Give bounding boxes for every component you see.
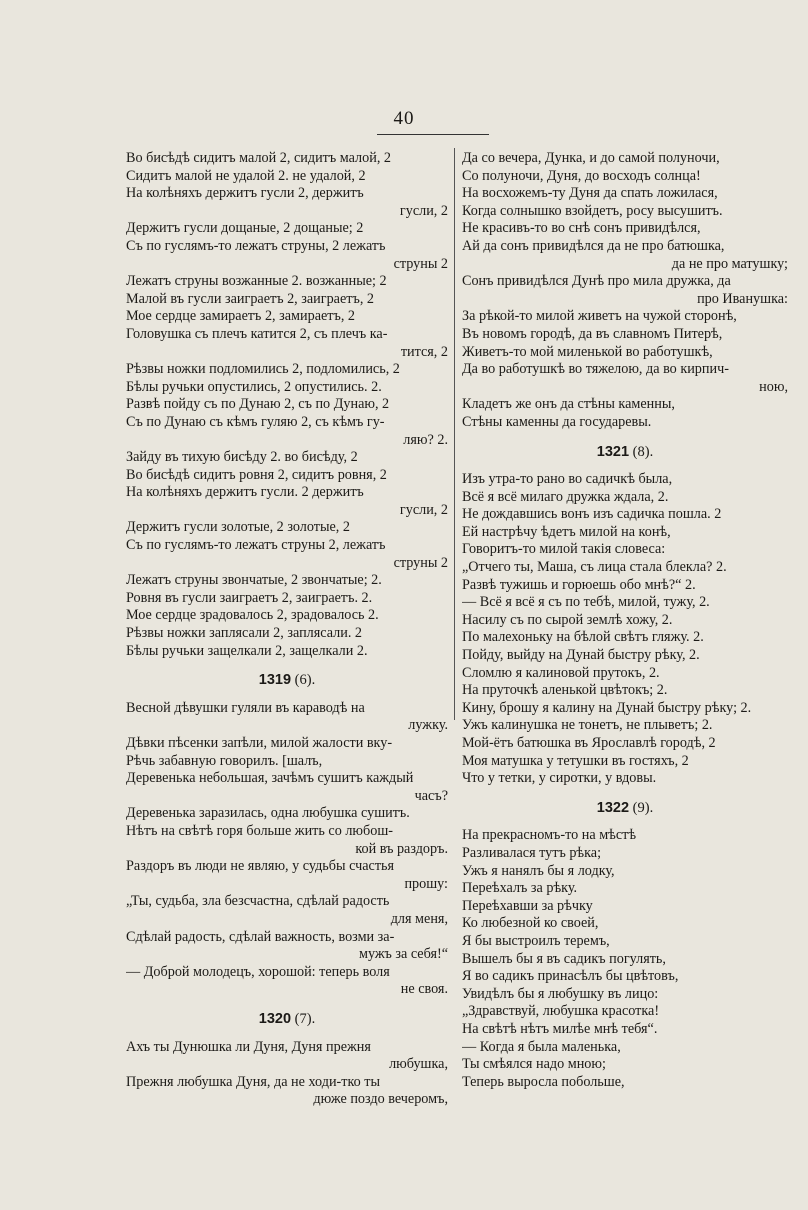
verse-line-continuation: не своя.	[400, 981, 448, 998]
verse-line: Ахъ ты Дунюшка ли Дуня, Дуня прежня	[126, 1038, 371, 1055]
verse-line: Живетъ-то мой миленькой во работушкѣ,	[462, 343, 713, 360]
verse-line-continuation: часъ?	[414, 787, 448, 804]
verse-line: Ужъ я нанялъ бы я лодку,	[462, 862, 615, 879]
verse-line: По малехоньку на бѣлой свѣтъ гляжу. 2.	[462, 629, 704, 646]
song-number-sub: (6).	[294, 672, 316, 689]
verse-line-continuation: струны 2	[393, 554, 448, 571]
verse-line: Увидѣлъ бы я любушку въ лицо:	[462, 985, 659, 1002]
verse-line: Рѣчь забавную говорилъ. [шалъ,	[126, 752, 323, 769]
verse-line-continuation: ною,	[759, 378, 788, 395]
verse-line: — Когда я была маленька,	[462, 1038, 621, 1055]
song-number-sub: (7).	[294, 1010, 316, 1027]
verse-line: Деревенька небольшая, зачѣмъ сушитъ каждый	[126, 770, 414, 787]
verse-line-continuation: про Иванушка:	[697, 290, 788, 307]
verse-line-continuation: для меня,	[390, 910, 448, 927]
verse-line: Держитъ гусли золотые, 2 золотые, 2	[126, 519, 350, 536]
verse-line: На колѣняхъ держитъ гусли. 2 держитъ	[126, 484, 364, 501]
verse-line: Да во работушкѣ во тяжелою, да во кирпич-	[462, 361, 729, 378]
verse-line: На свѣтѣ нѣтъ милѣе мнѣ тебя“.	[462, 1020, 658, 1037]
verse-line: Переѣхалъ за рѣку.	[462, 880, 578, 897]
left-column	[126, 150, 448, 1109]
verse-line: — Всё я всё я съ по тебѣ, милой, тужу, 2.	[462, 594, 710, 611]
verse-line: Да со вечера, Дунка, и до самой полуночи,	[462, 150, 720, 166]
verse-line: Пойду, выйду на Дунай быстру рѣку, 2.	[462, 647, 700, 664]
song-number-main: 1319	[258, 672, 292, 689]
verse-line: Я бы выстроилъ теремъ,	[462, 932, 610, 949]
verse-line: Что у тетки, у сиротки, у вдовы.	[462, 770, 657, 787]
verse-line-continuation: мужъ за себя!“	[358, 946, 448, 963]
verse-line-continuation: любушка,	[389, 1056, 448, 1073]
verse-line: Во бисѣдѣ сидитъ ровня 2, сидитъ ровня, 2	[126, 466, 387, 483]
song-number	[462, 444, 788, 462]
verse-line: На прекрасномъ-то на мѣстѣ	[462, 827, 637, 844]
verse-line: Сломлю я калиновой прутокъ, 2.	[462, 664, 660, 681]
verse-line: Моя матушка у тетушки въ гостяхъ, 2	[462, 752, 689, 769]
verse-line-continuation: гусли, 2	[399, 501, 448, 518]
verse-line: „Ты, судьба, зла безсчастна, сдѣлай радость	[126, 893, 390, 910]
verse-line: Деревенька заразилась, одна любушка сушитъ.	[126, 805, 410, 822]
verse-line: Развѣ пойду съ по Дунаю 2, съ по Дунаю, 2	[126, 396, 390, 413]
verse-line: Держитъ гусли дощаные, 2 дощаные; 2	[126, 220, 364, 237]
verse-line: Говоритъ-то милой такія словеса:	[462, 541, 666, 558]
verse-line: Не дождавшись вонъ изъ садичка пошла. 2	[462, 506, 722, 523]
song-number	[126, 672, 448, 690]
verse-line: Рѣзвы ножки заплясали 2, заплясали. 2	[126, 625, 363, 642]
verse-line: Рѣзвы ножки подломились 2, подломились, 2	[126, 361, 400, 378]
verse-line: Сидитъ малой не удалой 2. не удалой, 2	[126, 167, 366, 184]
verse-line: Раздоръ въ люди не являю, у судьбы счастья	[126, 858, 395, 875]
verse-line: Бѣлы ручьки защелкали 2, защелкали 2.	[126, 642, 368, 659]
verse-line: Кину, брошу я калину на Дунай быстру рѣку; 2.	[462, 699, 752, 716]
verse-line: Съ по гуслямъ-то лежатъ струны 2, лежатъ	[126, 537, 386, 554]
song-number-sub: (8).	[632, 443, 654, 460]
verse-line-continuation: ляю? 2.	[403, 431, 448, 448]
song-number-main: 1321	[596, 443, 630, 460]
verse-line: Когда солнышко взойдетъ, росу высушитъ.	[462, 202, 723, 219]
song-number-sub: (9).	[632, 799, 654, 816]
verse-line-continuation: тится, 2	[400, 343, 448, 360]
verse-line: Мой-ётъ батюшка въ Ярославлѣ городѣ, 2	[462, 735, 716, 751]
verse-line: Всё я всё милаго дружка ждала, 2.	[462, 488, 669, 505]
verse-line: На пруточкѣ аленькой цвѣтокъ; 2.	[462, 682, 668, 699]
verse-line: Изъ утра-то рано во садичкѣ была,	[462, 471, 673, 488]
verse-line: Мое сердце замираетъ 2, замираетъ, 2	[126, 308, 356, 325]
verse-line: Ко любезной ко своей,	[462, 915, 599, 932]
verse-line: Въ новомъ городѣ, да въ славномъ Питерѣ,	[462, 325, 723, 342]
verse-line: Теперь выросла побольше,	[462, 1073, 625, 1090]
verse-line-continuation: да не про матушку;	[671, 255, 788, 272]
verse-line: Головушка съ плечъ катится 2, съ плечъ ка-	[126, 325, 388, 342]
verse-line: — Доброй молодецъ, хорошой: теперь воля	[126, 963, 390, 980]
verse-line: Съ по Дунаю съ кѣмъ гуляю 2, съ кѣмъ гу-	[126, 413, 385, 430]
verse-line-continuation: дюже поздо вечеромъ,	[313, 1091, 448, 1108]
verse-line: Весной дѣвушки гуляли въ караводѣ на	[126, 699, 365, 716]
verse-line: Во бисѣдѣ сидитъ малой 2, сидитъ малой, 2	[126, 150, 392, 166]
verse-line: Нѣтъ на свѣтѣ горя больше жить со любош-	[126, 822, 393, 839]
song-number-main: 1320	[258, 1010, 292, 1027]
verse-line: На восхожемъ-ту Дуня да спать ложилася,	[462, 185, 718, 202]
verse-line: Кладетъ же онъ да стѣны каменны,	[462, 396, 675, 413]
verse-line: „Здравствуй, любушка красотка!	[462, 1003, 660, 1020]
verse-line: Стѣны каменны да государевы.	[462, 413, 652, 430]
song-number-main: 1322	[596, 799, 630, 816]
verse-line: Съ по гуслямъ-то лежатъ струны, 2 лежатъ	[126, 237, 386, 254]
verse-line: На колѣняхъ держитъ гусли 2, держитъ	[126, 185, 364, 202]
verse-line: Малой въ гусли заиграетъ 2, заиграетъ, 2	[126, 290, 375, 307]
verse-line: Не красивъ-то во снѣ сонъ привидѣлся,	[462, 220, 701, 237]
verse-line-continuation: кой въ раздоръ.	[355, 840, 448, 857]
song-number	[462, 800, 788, 818]
verse-line: Я во садикъ принасѣлъ бы цвѣтовъ,	[462, 968, 679, 985]
verse-line: Бѣлы ручьки опустились, 2 опустились. 2.	[126, 378, 382, 395]
right-column	[462, 150, 788, 1091]
verse-line-continuation: лужку.	[408, 717, 448, 734]
verse-line: Сдѣлай радость, сдѣлай важность, возми за-	[126, 928, 395, 945]
verse-line: Развѣ тужишь и горюешь обо мнѣ?“ 2.	[462, 576, 696, 593]
verse-line: „Отчего ты, Маша, съ лица стала блекла? 2.	[462, 559, 727, 576]
verse-line: За рѣкой-то милой живетъ на чужой сторонѣ,	[462, 308, 737, 325]
verse-line: Сонъ привидѣлся Дунѣ про мила дружка, да	[462, 273, 731, 290]
verse-line: Со полуночи, Дуня, до восходъ солнца!	[462, 167, 701, 184]
header-rule	[377, 134, 489, 135]
verse-line: Зайду въ тихую бисѣду 2. во бисѣду, 2	[126, 449, 358, 466]
verse-line: Мое сердце зрадовалось 2, зрадовалось 2.	[126, 607, 379, 624]
verse-line: Разливалася тутъ рѣка;	[462, 844, 602, 861]
verse-line: Насилу съ по сырой землѣ хожу, 2.	[462, 611, 673, 628]
verse-line-continuation: прошу:	[404, 875, 448, 892]
verse-line-continuation: струны 2	[393, 255, 448, 272]
verse-line-continuation: гусли, 2	[399, 202, 448, 219]
verse-line: Ай да сонъ привидѣлся да не про батюшка,	[462, 237, 725, 254]
verse-line: Лежатъ струны возжанные 2. возжанные; 2	[126, 273, 387, 290]
verse-line: Переѣхавши за рѣчку	[462, 897, 593, 914]
column-divider	[454, 148, 455, 720]
verse-line: Прежня любушка Дуня, да не ходи-тко ты	[126, 1073, 381, 1090]
page-number: 40	[393, 108, 415, 129]
verse-line: Ты смѣялся надо мною;	[462, 1056, 606, 1073]
verse-line: Ужъ калинушка не тонетъ, не плыветъ; 2.	[462, 717, 713, 734]
verse-line: Вышелъ бы я въ садикъ погулять,	[462, 950, 666, 967]
song-number	[126, 1011, 448, 1029]
verse-line: Дѣвки пѣсенки запѣли, милой жалости вку-	[126, 735, 393, 751]
verse-line: Ровня въ гусли заиграетъ 2, заиграетъ. 2.	[126, 589, 373, 606]
verse-line: Лежатъ струны звончатые, 2 звончатые; 2.	[126, 572, 382, 589]
verse-line: Ей настрѣчу ѣдетъ милой на конѣ,	[462, 523, 671, 540]
